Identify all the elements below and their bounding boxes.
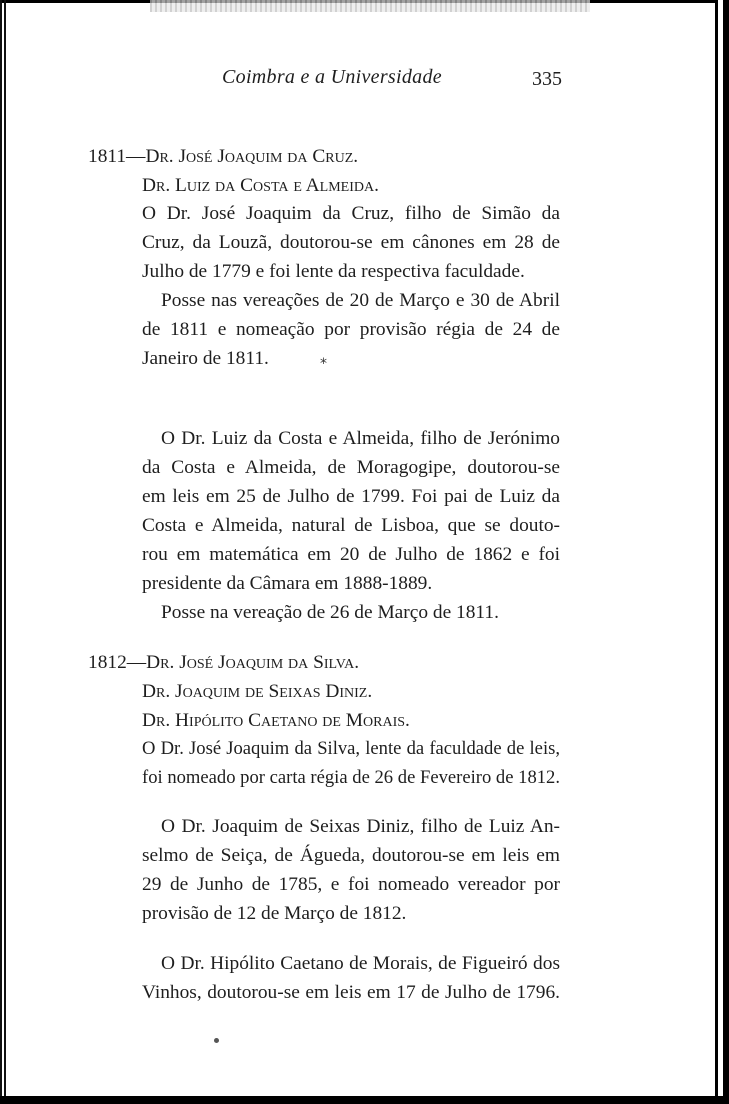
- paragraph-line: Julho de 1779 e foi lente da respectiva faculdade.: [142, 261, 525, 282]
- entry-name: Dr. José Joaquim da Silva.: [146, 652, 360, 673]
- paragraph-line: de 1811 e nomeação por provisão régia de 24 de: [142, 319, 560, 340]
- paragraph-line: Costa e Almeida, natural de Lisboa, que se douto-: [142, 515, 560, 536]
- paragraph-line: foi nomeado por carta régia de 26 de Fevereiro de 1812.: [142, 767, 560, 788]
- paragraph-line: O Dr. Hipólito Caetano de Morais, de Figueiró dos: [161, 953, 560, 974]
- page-left-border: [0, 0, 6, 1104]
- page-bottom-border: [0, 1096, 729, 1104]
- paragraph-line: Vinhos, doutorou-se em leis em 17 de Julho de 1796.: [142, 982, 560, 1003]
- entry-1812-heading: [88, 648, 359, 677]
- page-header: [0, 66, 729, 96]
- entry-name: Dr. Luiz da Costa e Almeida.: [142, 175, 379, 196]
- entry-year: 1811—: [88, 146, 146, 167]
- paragraph-line: Posse na vereação de 26 de Março de 1811.: [161, 602, 499, 623]
- paragraph-line: 29 de Junho de 1785, e foi nomeado vereador por: [142, 874, 560, 895]
- entry-1811-heading: [88, 142, 358, 171]
- paragraph-line: presidente da Câmara em 1888-1889.: [142, 573, 433, 594]
- section-separator: *: [320, 356, 327, 372]
- ink-speck: [214, 1038, 219, 1043]
- paragraph-line: Cruz, da Louzã, doutorou-se em cânones em 28 de: [142, 232, 560, 253]
- entry-year: 1812—: [88, 652, 147, 673]
- paragraph-line: O Dr. Joaquim de Seixas Diniz, filho de Luiz An-: [161, 816, 560, 837]
- entry-name: Dr. José Joaquim da Cruz.: [145, 146, 359, 167]
- scan-smudge: [150, 0, 590, 12]
- paragraph-line: O Dr. Luiz da Costa e Almeida, filho de Jerónimo: [161, 428, 560, 449]
- paragraph-line: em leis em 25 de Julho de 1799. Foi pai de Luiz da: [142, 486, 560, 507]
- paragraph-line: rou em matemática em 20 de Julho de 1862 e foi: [142, 544, 560, 565]
- running-title: Coimbra e a Universidade: [222, 66, 442, 88]
- entry-name: Dr. Hipólito Caetano de Morais.: [142, 710, 410, 731]
- paragraph-line: provisão de 12 de Março de 1812.: [142, 903, 407, 924]
- paragraph-line: Janeiro de 1811.: [142, 348, 269, 369]
- paragraph-line: O Dr. José Joaquim da Silva, lente da faculdade de leis,: [142, 738, 560, 759]
- paragraph-line: Posse nas vereações de 20 de Março e 30 de Abril: [161, 290, 560, 311]
- paragraph-line: da Costa e Almeida, de Moragogipe, doutorou-se: [142, 457, 560, 478]
- page-right-border: [715, 0, 729, 1104]
- entry-name: Dr. Joaquim de Seixas Diniz.: [142, 681, 373, 702]
- page-number: 335: [532, 68, 562, 90]
- paragraph-line: O Dr. José Joaquim da Cruz, filho de Simão da: [142, 203, 560, 224]
- paragraph-line: selmo de Seiça, de Águeda, doutorou-se em leis em: [142, 845, 560, 866]
